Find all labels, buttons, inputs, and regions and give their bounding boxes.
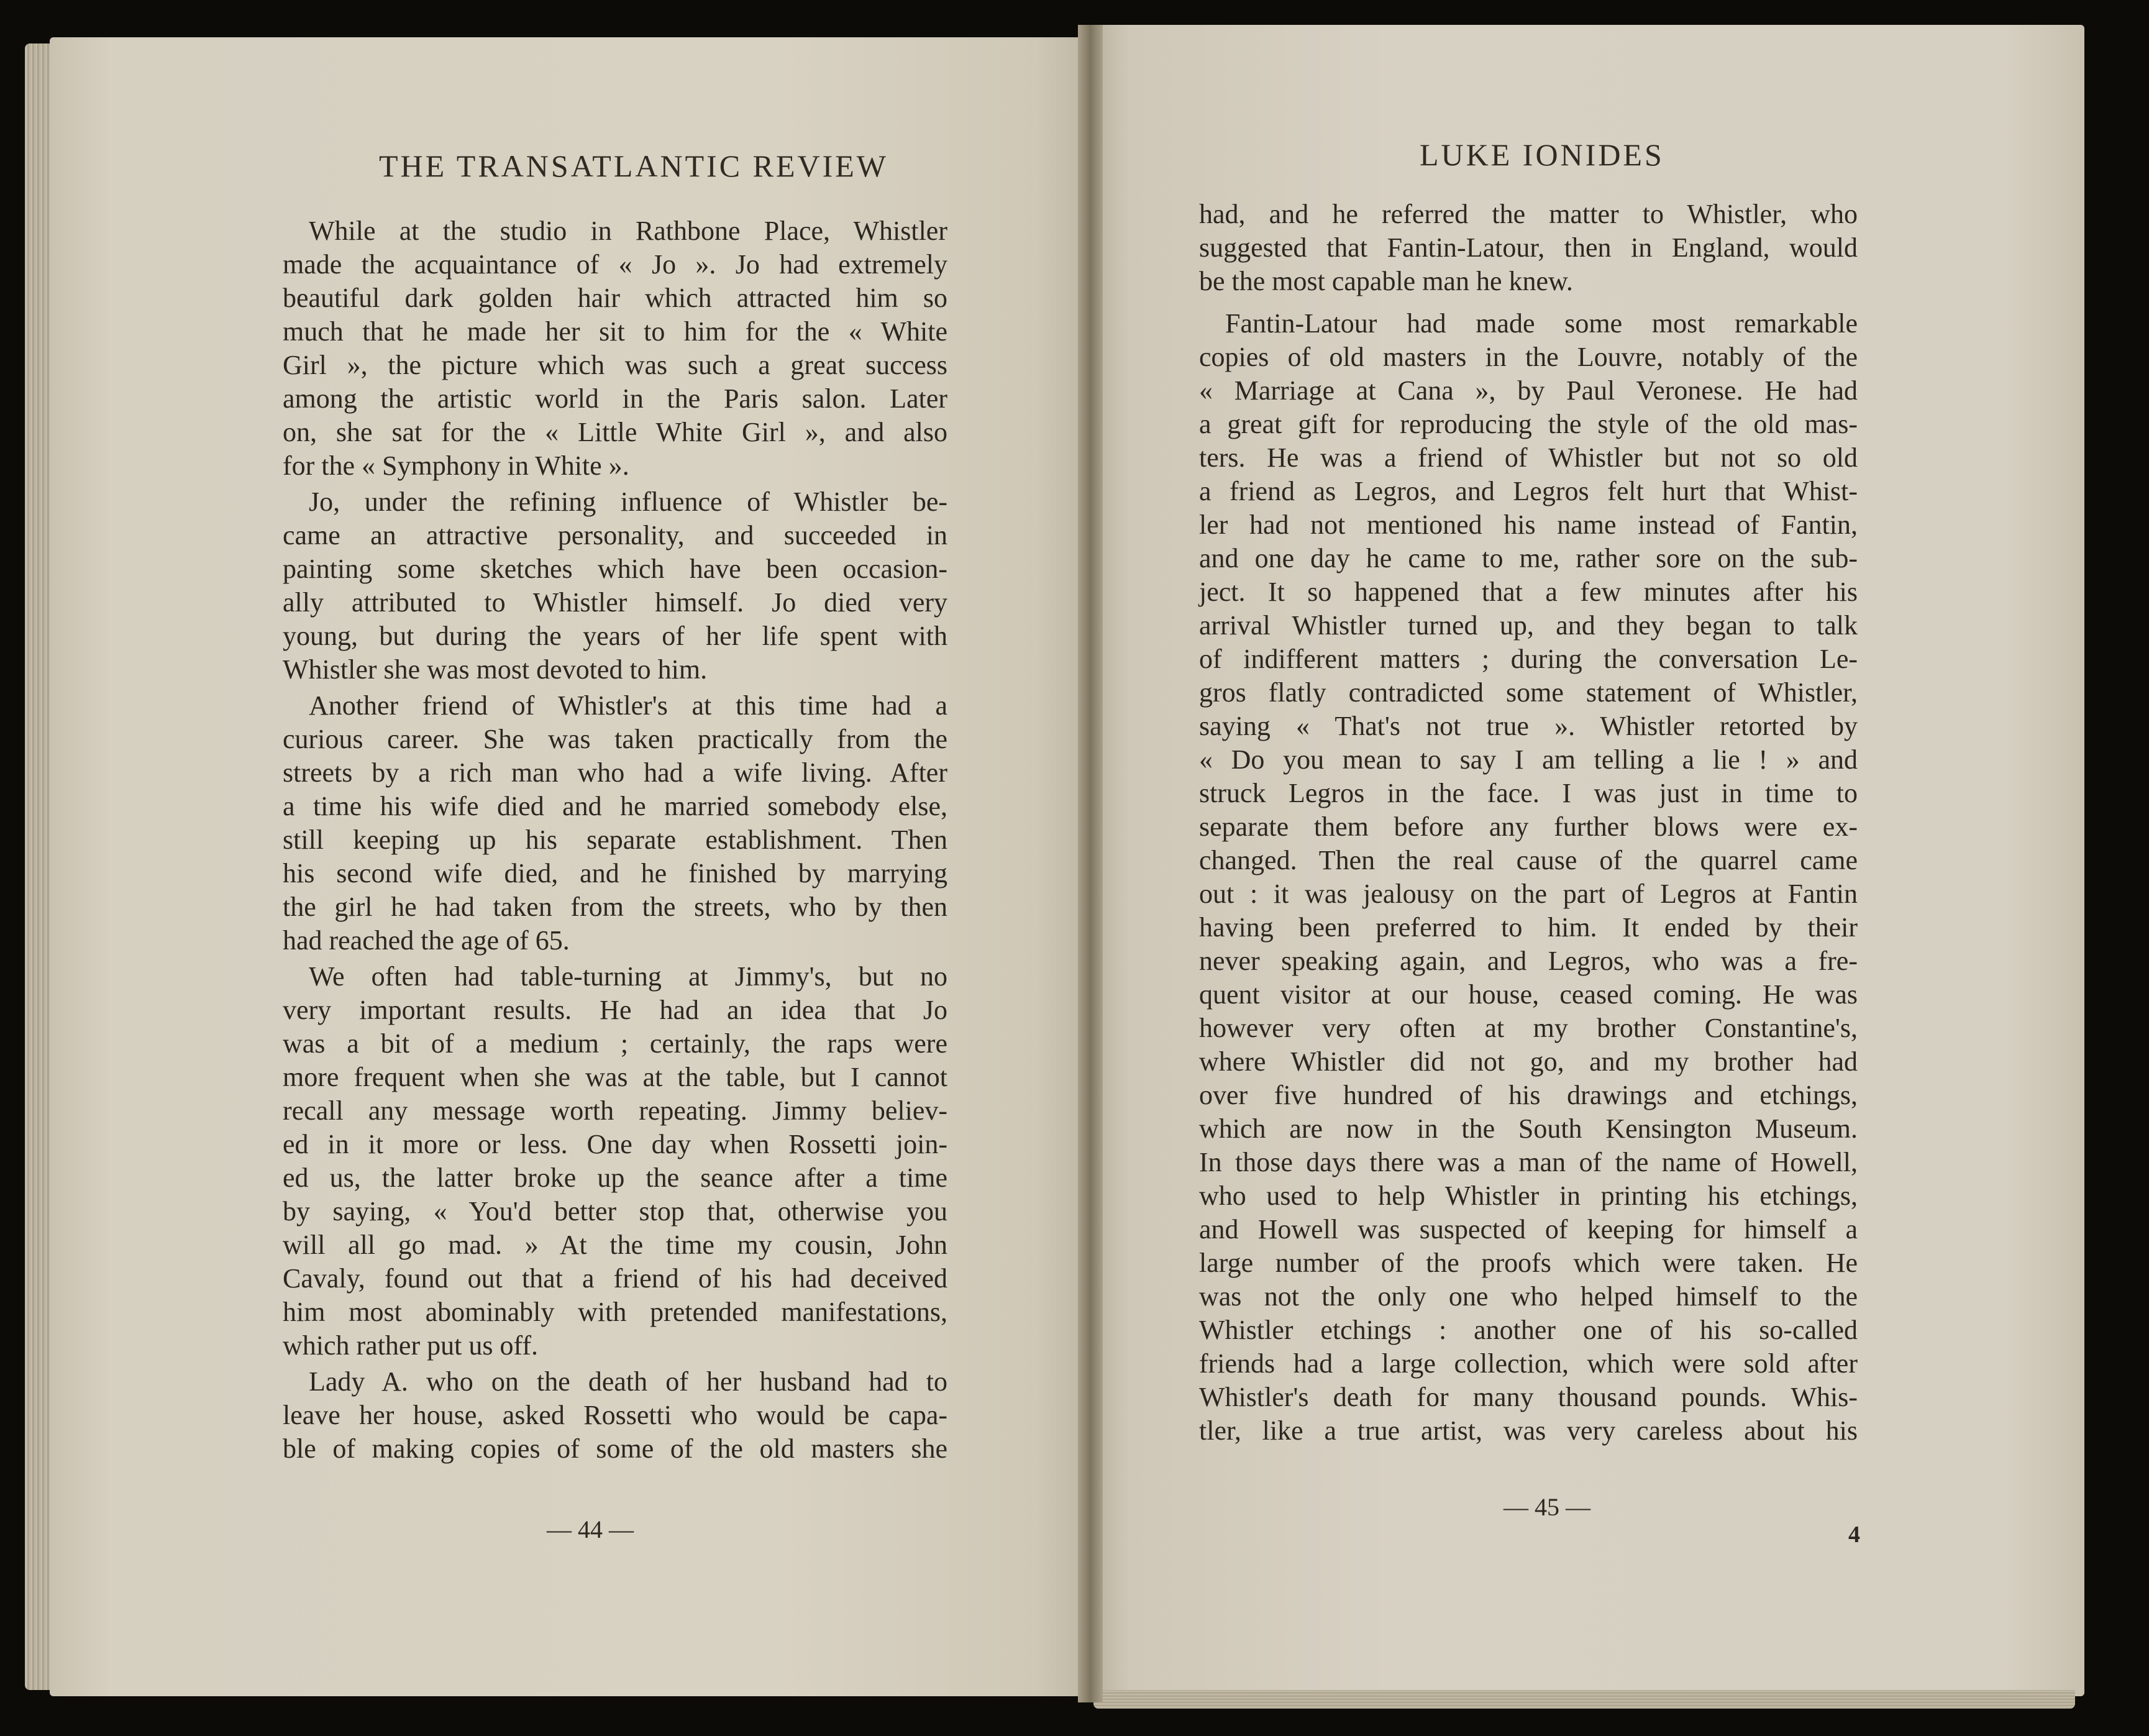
- text-line: having been preferred to him. It ended by their: [1199, 912, 1858, 943]
- text-line: his second wife died, and he finished by marrying: [283, 858, 947, 889]
- text-line: ed in it more or less. One day when Rossetti join-: [283, 1129, 947, 1159]
- text-line: saying « That's not true ». Whistler retorted by: [1199, 711, 1858, 741]
- text-line: Whistler's death for many thousand pounds. Whis-: [1199, 1382, 1858, 1412]
- text-line: gros flatly contradicted some statement of Whistler,: [1199, 677, 1858, 708]
- text-line: the girl he had taken from the streets, who by then: [283, 892, 947, 922]
- text-line: never speaking again, and Legros, who was a fre-: [1199, 946, 1858, 976]
- text-line: who used to help Whistler in printing his etchings,: [1199, 1181, 1858, 1211]
- text-line: streets by a rich man who had a wife living. After: [283, 757, 947, 788]
- text-line: out : it was jealousy on the part of Legros at Fantin: [1199, 879, 1858, 909]
- text-line: a great gift for reproducing the style of the old mas-: [1199, 409, 1858, 439]
- text-line: Girl », the picture which was such a great success: [283, 350, 947, 380]
- right-page-text: [1199, 198, 1858, 1448]
- text-line: Lady A. who on the death of her husband had to: [309, 1366, 947, 1397]
- text-line: a time his wife died and he married somebody else,: [283, 791, 947, 821]
- right-folio: — 45 —: [1503, 1493, 1590, 1521]
- text-line: a friend as Legros, and Legros felt hurt that Whist-: [1199, 476, 1858, 506]
- text-line: young, but during the years of her life spent with: [283, 621, 947, 651]
- text-line: and Howell was suspected of keeping for himself a: [1199, 1214, 1858, 1245]
- text-line: We often had table-turning at Jimmy's, but no: [309, 961, 947, 992]
- text-line: made the acquaintance of « Jo ». Jo had extremely: [283, 249, 947, 280]
- signature-mark: 4: [1848, 1522, 1860, 1548]
- text-line: ble of making copies of some of the old masters she: [283, 1433, 947, 1464]
- text-line: was not the only one who helped himself to the: [1199, 1281, 1858, 1312]
- text-line: « Do you mean to say I am telling a lie ! » and: [1199, 744, 1858, 775]
- text-line: very important results. He had an idea that Jo: [283, 995, 947, 1025]
- text-line: had reached the age of 65.: [283, 925, 570, 956]
- text-line: copies of old masters in the Louvre, notably of the: [1199, 342, 1858, 372]
- left-folio: — 44 —: [547, 1515, 634, 1543]
- text-line: While at the studio in Rathbone Place, Whistler: [309, 216, 947, 246]
- text-line: arrival Whistler turned up, and they began to talk: [1199, 610, 1858, 641]
- text-line: will all go mad. » At the time my cousin, John: [283, 1230, 947, 1260]
- text-line: Cavaly, found out that a friend of his had deceived: [283, 1263, 947, 1294]
- text-line: ters. He was a friend of Whistler but not so old: [1199, 442, 1858, 473]
- text-line: recall any message worth repeating. Jimmy believ-: [283, 1095, 947, 1126]
- text-line: of indifferent matters ; during the conversation Le-: [1199, 644, 1858, 674]
- text-line: was a bit of a medium ; certainly, the raps were: [283, 1028, 947, 1059]
- right-page-edges: [1093, 1690, 2075, 1709]
- text-line: ject. It so happened that a few minutes after his: [1199, 577, 1858, 607]
- text-line: came an attractive personality, and succeeded in: [283, 520, 947, 550]
- text-line: beautiful dark golden hair which attracted him so: [283, 283, 947, 313]
- text-line: over five hundred of his drawings and etchings,: [1199, 1080, 1858, 1110]
- text-line: him most abominably with pretended manifestations,: [283, 1297, 947, 1327]
- text-line: ed us, the latter broke up the seance after a time: [283, 1163, 947, 1193]
- text-line: for the « Symphony in White ».: [283, 450, 629, 481]
- book-gutter: [1078, 25, 1103, 1702]
- text-line: which rather put us off.: [283, 1330, 538, 1361]
- text-line: and one day he came to me, rather sore on the sub-: [1199, 543, 1858, 573]
- text-line: suggested that Fantin-Latour, then in England, would: [1199, 232, 1858, 263]
- text-line: curious career. She was taken practically from the: [283, 724, 947, 754]
- text-line: leave her house, asked Rossetti who would be capa-: [283, 1400, 947, 1430]
- text-line: had, and he referred the matter to Whistler, who: [1199, 199, 1858, 229]
- text-line: be the most capable man he knew.: [1199, 266, 1573, 296]
- left-page-text: [283, 214, 947, 1466]
- text-line: painting some sketches which have been occasion-: [283, 554, 947, 584]
- text-line: quent visitor at our house, ceased coming. He was: [1199, 979, 1858, 1010]
- text-line: which are now in the South Kensington Museum.: [1199, 1113, 1858, 1144]
- text-line: Whistler etchings : another one of his so-called: [1199, 1315, 1858, 1345]
- text-line: struck Legros in the face. I was just in time to: [1199, 778, 1858, 808]
- text-line: by saying, « You'd better stop that, otherwise you: [283, 1196, 947, 1227]
- text-line: ler had not mentioned his name instead of Fantin,: [1199, 509, 1858, 540]
- text-line: Whistler she was most devoted to him.: [283, 654, 708, 685]
- text-line: large number of the proofs which were taken. He: [1199, 1248, 1858, 1278]
- text-line: on, she sat for the « Little White Girl », and also: [283, 417, 947, 447]
- text-line: where Whistler did not go, and my brother had: [1199, 1046, 1858, 1077]
- text-line: « Marriage at Cana », by Paul Veronese. He had: [1199, 375, 1858, 406]
- text-line: Another friend of Whistler's at this time had a: [309, 690, 947, 721]
- text-line: still keeping up his separate establishment. Then: [283, 825, 947, 855]
- text-line: however very often at my brother Constantine's,: [1199, 1013, 1858, 1043]
- text-line: much that he made her sit to him for the « White: [283, 316, 947, 347]
- text-line: In those days there was a man of the name of Howell,: [1199, 1147, 1858, 1177]
- text-line: changed. Then the real cause of the quarrel came: [1199, 845, 1858, 875]
- text-line: Fantin-Latour had made some most remarkable: [1225, 308, 1858, 339]
- right-running-head: LUKE IONIDES: [1420, 137, 1664, 172]
- text-line: tler, like a true artist, was very careless about his: [1199, 1415, 1858, 1446]
- text-line: among the artistic world in the Paris salon. Later: [283, 383, 947, 414]
- text-line: more frequent when she was at the table, but I cannot: [283, 1062, 947, 1092]
- text-line: separate them before any further blows were ex-: [1199, 811, 1858, 842]
- text-line: ally attributed to Whistler himself. Jo died very: [283, 587, 947, 618]
- text-line: Jo, under the refining influence of Whistler be-: [309, 487, 947, 517]
- text-line: friends had a large collection, which were sold after: [1199, 1348, 1858, 1379]
- left-running-head: THE TRANSATLANTIC REVIEW: [379, 148, 888, 183]
